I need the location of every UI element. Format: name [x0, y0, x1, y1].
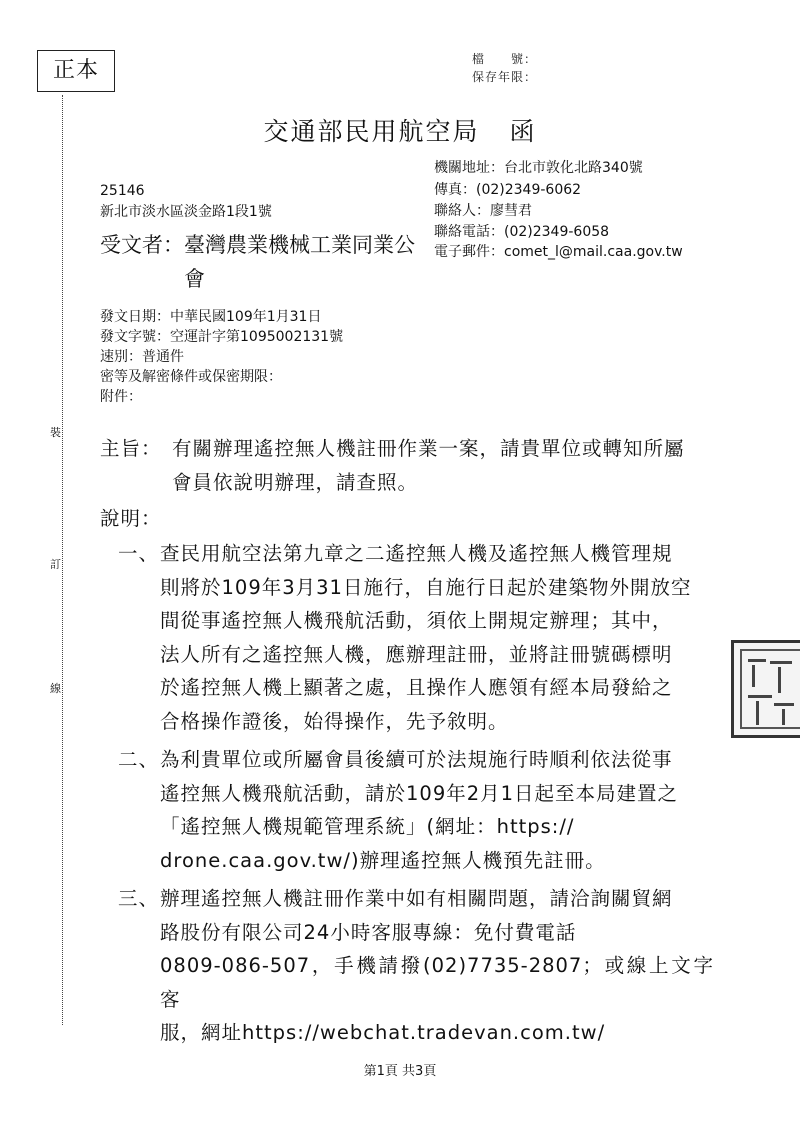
recipient-address: 新北市淡水區淡金路1段1號 [100, 204, 272, 220]
official-seal-icon [731, 640, 800, 738]
item-1-line: 則將於109年3月31日施行，自施行日起於建築物外開放空 [160, 575, 692, 599]
file-number-label: 檔 號： [472, 52, 538, 66]
page-number: 第1頁 共3頁 [363, 1064, 437, 1079]
subject-line-2: 會員依說明辦理，請查照。 [172, 470, 419, 494]
item-2-line: drone.caa.gov.tw/)辦理遙控無人機預先註冊。 [160, 848, 606, 872]
item-1-line: 於遙控無人機上顯著之處，且操作人應領有經本局發給之 [160, 676, 673, 699]
phone-number: 聯絡電話：(02)2349-6058 [434, 224, 610, 240]
issue-date: 發文日期：中華民國109年1月31日 [100, 309, 322, 325]
item-3-line: 0809-086-507，手機請撥(02)7735-2807；或線上文字客 [160, 954, 714, 1011]
recipient-line-2: 會 [184, 267, 205, 291]
item-2-line: 遙控無人機飛航活動，請於109年2月1日起至本局建置之 [160, 781, 679, 805]
item-number-2: 二、 [118, 748, 160, 771]
item-text-1 [160, 537, 714, 738]
document-number: 發文字號：空運計字第1095002131號 [100, 329, 344, 345]
document-title [0, 112, 800, 148]
email-address: 電子郵件：comet_l@mail.caa.gov.tw [434, 244, 683, 260]
item-number-1: 一、 [118, 542, 160, 565]
binding-line [62, 95, 63, 1025]
binding-mark-bind: 裝 [50, 420, 61, 444]
postal-code: 25146 [100, 183, 145, 199]
recipient-line-1: 受文者：臺灣農業機械工業同業公 [100, 233, 415, 257]
item-1-line: 間從事遙控無人機飛航活動，須依上開規定辦理；其中， [160, 609, 673, 632]
contact-person: 聯絡人：廖彗君 [434, 203, 532, 219]
document-type: 函 [509, 117, 537, 146]
item-1-line: 法人所有之遙控無人機，應辦理註冊，並將註冊號碼標明 [160, 642, 673, 666]
agency-name: 交通部民用航空局 [263, 117, 480, 146]
original-copy-stamp: 正本 [37, 50, 115, 92]
item-number-3: 三、 [118, 887, 160, 910]
item-3-line: 辦理遙控無人機註冊作業中如有相關問題，請洽詢關貿網 [160, 887, 673, 910]
attachments: 附件： [100, 389, 142, 405]
item-text-2 [160, 743, 714, 877]
delivery-speed: 速別：普通件 [100, 349, 184, 365]
binding-mark-staple: 訂 [50, 552, 61, 576]
binding-mark-line: 線 [50, 676, 61, 700]
subject-text [172, 432, 712, 499]
item-2-line: 為利貴單位或所屬會員後續可於法規施行時順利依法從事 [160, 748, 673, 771]
item-1-line: 查民用航空法第九章之二遙控無人機及遙控無人機管理規 [160, 542, 673, 565]
item-3-line: 服，網址https://webchat.tradevan.com.tw/ [160, 1021, 606, 1044]
recipient-block [100, 228, 440, 296]
item-3-line: 路股份有限公司24小時客服專線：免付費電話 [160, 920, 577, 944]
explanation-label: 說明： [100, 507, 162, 530]
secrecy-level: 密等及解密條件或保密期限： [100, 369, 282, 385]
fax-number: 傳真：(02)2349-6062 [434, 182, 582, 198]
retention-period-label: 保存年限： [472, 70, 538, 84]
subject-label: 主旨： [100, 437, 162, 460]
item-text-3 [160, 882, 714, 1050]
item-2-line: 「遙控無人機規範管理系統」(網址：https:// [160, 815, 575, 838]
subject-line-1: 有關辦理遙控無人機註冊作業一案，請貴單位或轉知所屬 [172, 437, 685, 460]
agency-address: 機關地址：台北市敦化北路340號 [434, 160, 643, 176]
item-1-line: 合格操作證後，始得操作，先予敘明。 [160, 709, 509, 733]
